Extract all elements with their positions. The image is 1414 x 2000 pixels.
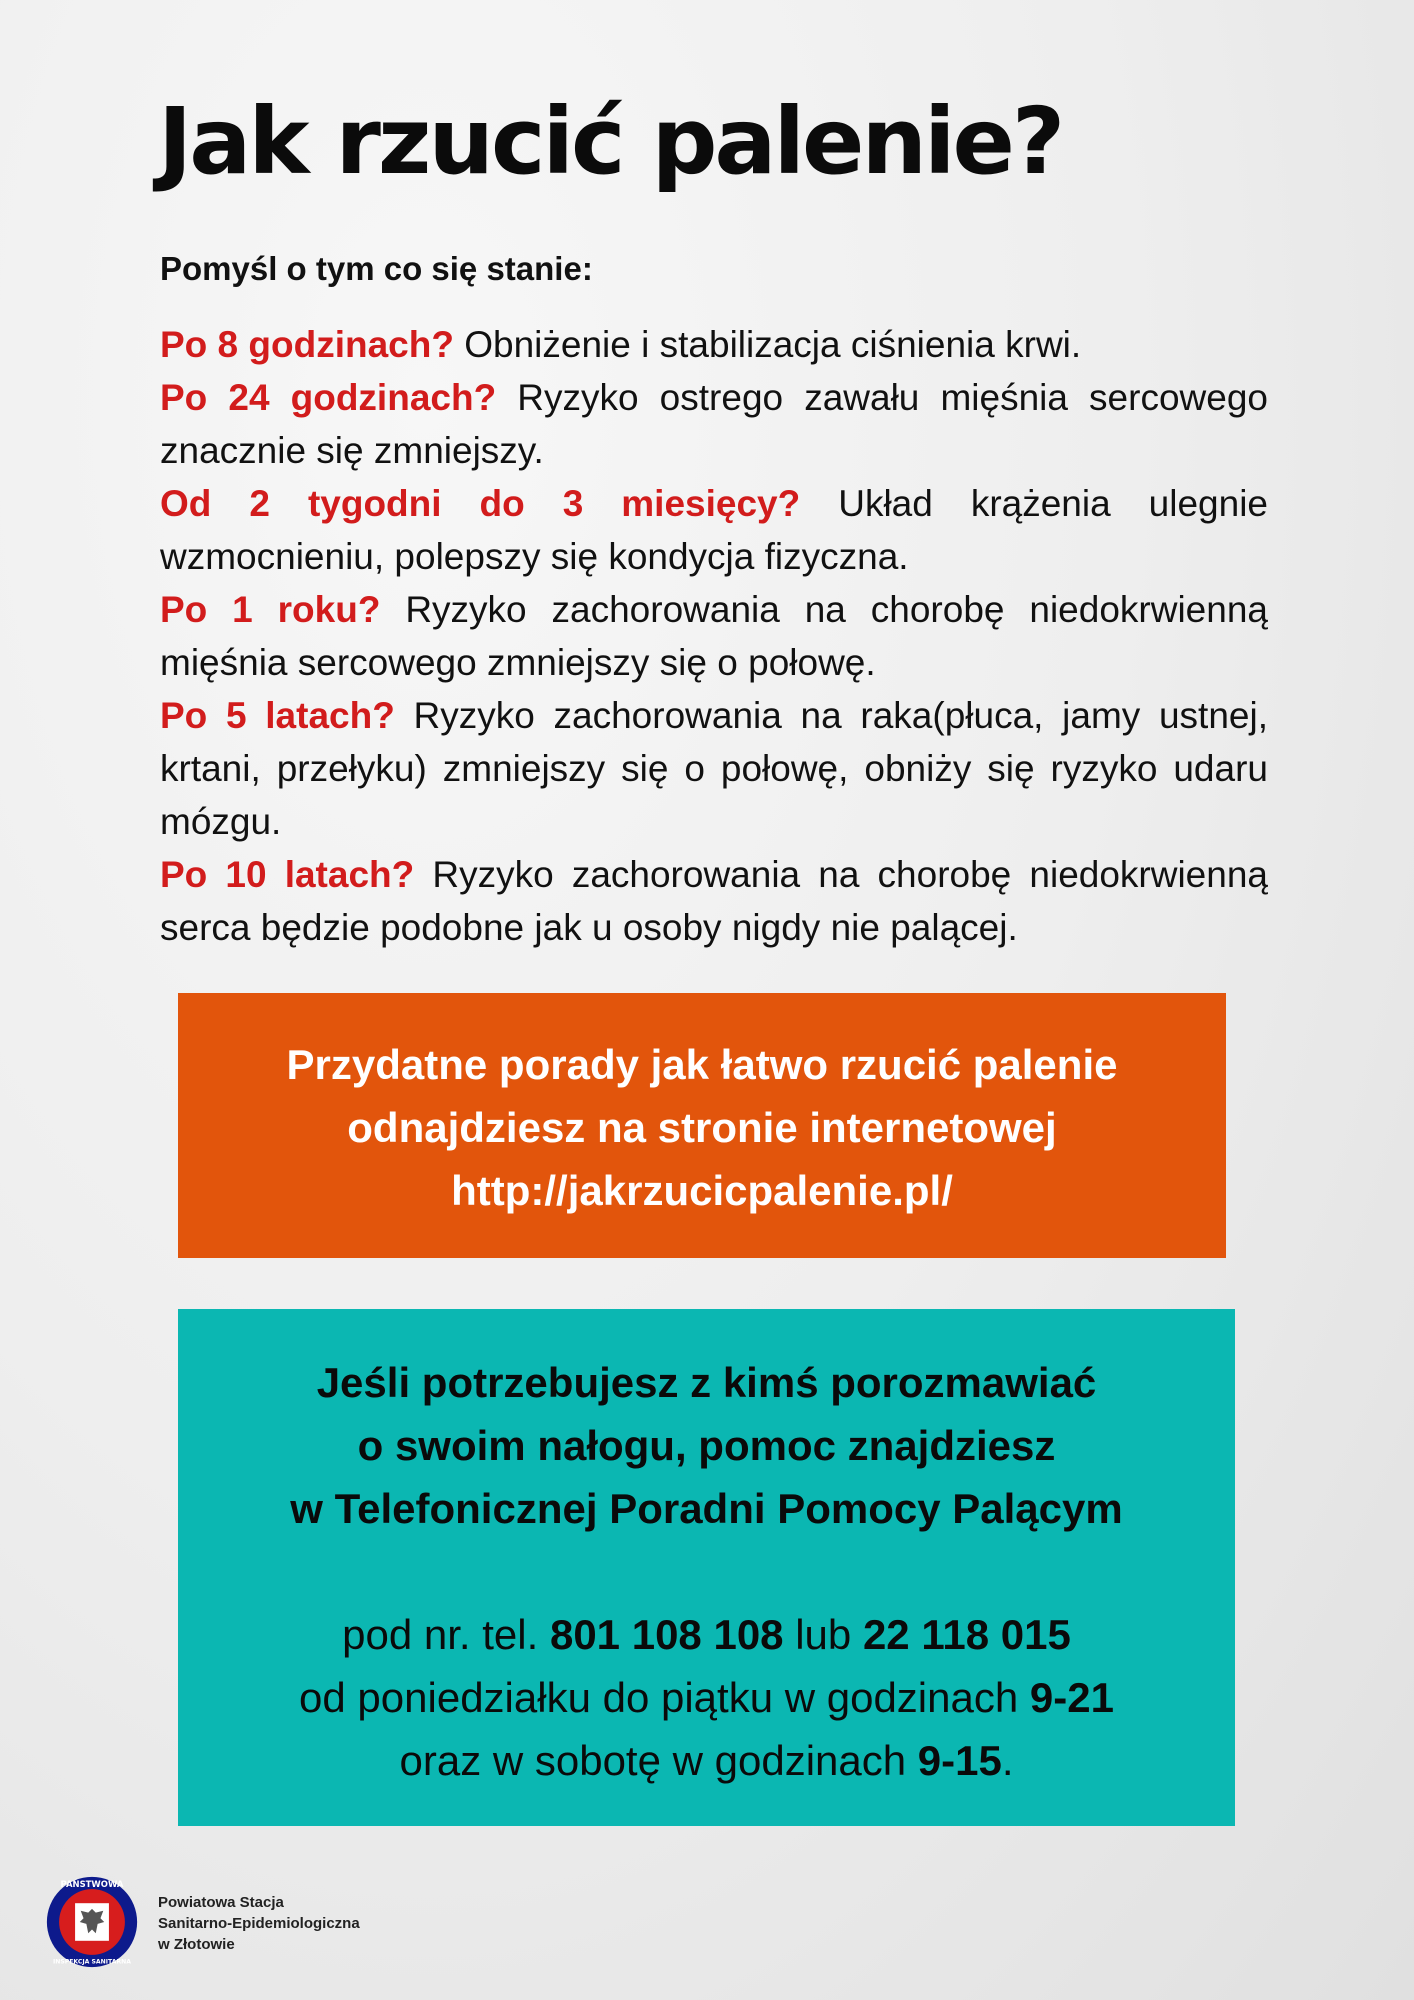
item-question: Po 10 latach? [160,854,415,895]
item-question: Po 8 godzinach? [160,324,454,365]
page-title: Jak rzucić palenie? [158,88,1063,195]
phone-or: lub [783,1611,863,1658]
saturday-suffix: . [1001,1737,1014,1784]
weekday-prefix: od poniedziałku do piątku w godzinach [299,1674,1030,1721]
website-line-1: Przydatne porady jak łatwo rzucić palenie [286,1041,1118,1088]
logo-text-top: PAŃSTWOWA [60,1879,124,1890]
saturday-prefix: oraz w sobotę w godzinach [399,1737,918,1784]
item-question: Po 5 latach? [160,695,395,736]
saturday-hours: 9-15 [917,1737,1002,1784]
list-item [160,583,1268,689]
item-question: Po 24 godzinach? [160,377,497,418]
saturday-hours-line [178,1729,1235,1792]
organization-name [158,1892,360,1955]
org-line-3: w Złotowie [158,1936,235,1953]
item-question: Po 1 roku? [160,589,381,630]
weekday-hours-line [178,1666,1235,1729]
list-item [160,371,1268,477]
phone-number-1: 801 108 108 [549,1611,784,1658]
org-line-2: Sanitarno-Epidemiologiczna [158,1915,360,1932]
helpline-info-box [178,1309,1235,1826]
logo-text-bottom: INSPEKCJA SANITARNA [53,1958,131,1966]
phone-line [178,1603,1235,1666]
item-answer: Ryzyko zachorowania na chorobę niedokrwienną serca będzie podobne jak u osoby nigdy nie palącej. [160,854,1268,948]
item-answer: Ryzyko ostrego zawału mięśnia sercowego znacznie się zmniejszy. [160,377,1268,471]
weekday-hours: 9-21 [1029,1674,1114,1721]
website-line-2: odnajdziesz na stronie internetowej [347,1104,1057,1151]
helpline-line-3: w Telefonicznej Poradni Pomocy Palącym [290,1485,1123,1532]
subtitle: Pomyśl o tym co się stanie: [160,250,593,287]
phone-prefix: pod nr. tel. [342,1611,550,1658]
sanitary-inspection-logo [45,1875,139,1969]
helpline-line-1: Jeśli potrzebujesz z kimś porozmawiać [316,1359,1097,1406]
item-answer: Ryzyko zachorowania na chorobę niedokrwienną mięśnia sercowego zmniejszy się o połowę. [160,589,1268,683]
list-item [160,318,1268,371]
org-line-1: Powiatowa Stacja [158,1894,284,1911]
list-item [160,477,1268,583]
item-answer: Obniżenie i stabilizacja ciśnienia krwi. [453,324,1082,365]
list-item [160,848,1268,954]
timeline-list [160,318,1268,954]
phone-number-2: 22 118 015 [862,1611,1071,1658]
list-item [160,689,1268,848]
item-answer: Układ krążenia ulegnie wzmocnieniu, polepszy się kondycja fizyczna. [160,483,1268,577]
item-answer: Ryzyko zachorowania na raka(płuca, jamy ustnej, krtani, przełyku) zmniejszy się o połowę, obniży się ryzyko udaru mózgu. [160,695,1268,842]
website-info-box [178,993,1226,1258]
website-link[interactable]: http://jakrzucicpalenie.pl/ [451,1167,953,1214]
helpline-line-2: o swoim nałogu, pomoc znajdziesz [357,1422,1056,1469]
item-question: Od 2 tygodni do 3 miesięcy? [160,483,801,524]
